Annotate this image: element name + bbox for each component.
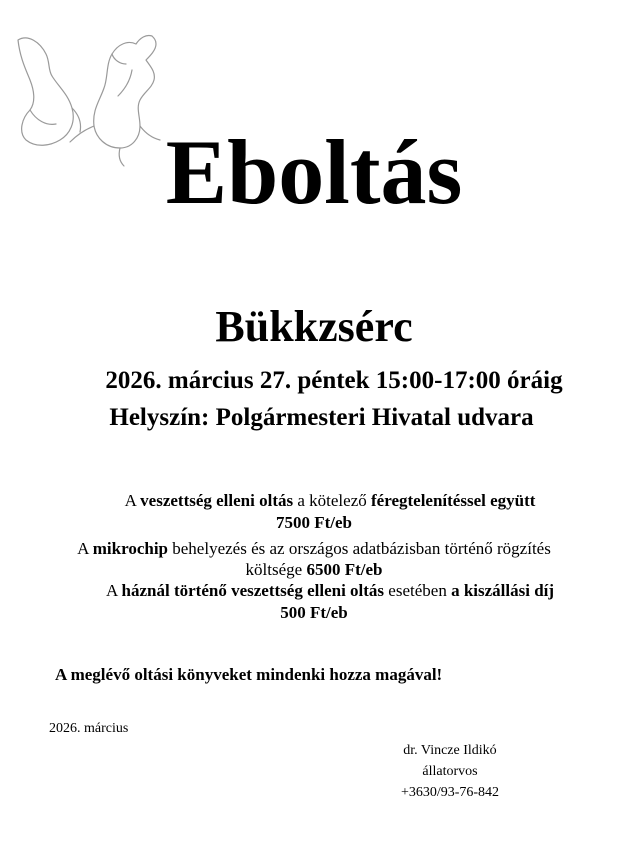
vet-role: állatorvos [422, 764, 478, 779]
info-line-home-visit: A háznál történő veszettség elleni oltás esetében a kiszállási díj [105, 581, 555, 600]
document-date: 2026. március [49, 721, 129, 736]
reminder-text: A meglévő oltási könyveket mindenki hozza magával! [55, 665, 443, 684]
signature-block [360, 740, 540, 803]
vet-phone: +3630/93-76-842 [400, 785, 500, 800]
event-datetime: 2026. március 27. péntek 15:00-17:00 óráig [105, 367, 563, 394]
info-line-vaccination: A veszettség elleni oltás a kötelező féregtelenítéssel együtt [124, 491, 536, 510]
town-heading: Bükkzsérc [215, 302, 413, 351]
info-price-vaccination: 7500 Ft/eb [275, 513, 353, 532]
vet-name: dr. Vincze Ildikó [403, 743, 497, 758]
info-price-home-visit: 500 Ft/eb [280, 603, 348, 622]
info-line-microchip: A mikrochip behelyezés és az országos adatbázisban történő rögzítés [77, 539, 551, 558]
page-title: Eboltás [165, 121, 463, 223]
info-price-microchip: költsége 6500 Ft/eb [245, 560, 383, 579]
event-location: Helyszín: Polgármesteri Hivatal udvara [109, 404, 534, 431]
